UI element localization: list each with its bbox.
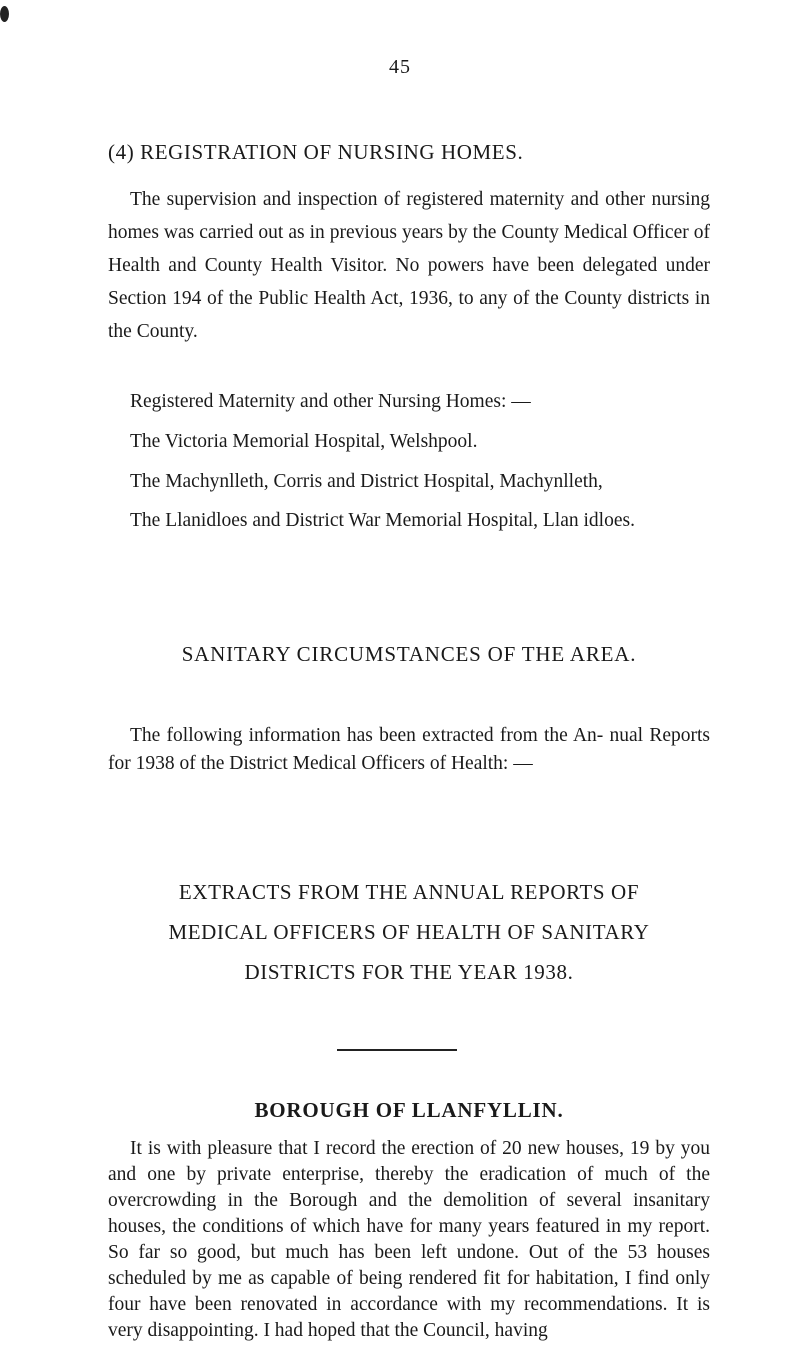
list-item: The Victoria Memorial Hospital, Welshpool. bbox=[130, 431, 478, 452]
extracts-heading: EXTRACTS FROM THE ANNUAL REPORTS OF MEDICAL OFFICERS OF HEALTH OF SANITARY DISTRICTS FOR THE YEAR 1938. bbox=[168, 880, 650, 984]
borough-paragraph: It is with pleasure that I record the erection of 20 new houses, 19 by you and one by private enterprise, thereby the eradication of much of the overcrowding in the Borough and the demolition of several insanitary houses, the conditions of which have for many years featured in my report. So far so good, but much has been left undone. Out of the 53 houses scheduled by me as capable of being rendered fit for habitation, I find only four have been renovated in accordance with my recommendations. It is very disappointing. I had hoped that the Council, having bbox=[108, 1138, 710, 1341]
sanitary-paragraph: The following information has been extracted from the An- nual Reports for 1938 of the District Medical Officers of Health: — bbox=[108, 725, 710, 774]
page-number: 45 bbox=[389, 56, 411, 78]
registration-heading: (4) REGISTRATION OF NURSING HOMES. bbox=[108, 140, 524, 164]
borough-heading: BOROUGH OF LLANFYLLIN. bbox=[254, 1098, 564, 1122]
ink-spot bbox=[0, 6, 9, 22]
divider bbox=[337, 1049, 457, 1051]
registration-paragraph: The supervision and inspection of registered maternity and other nursing homes was carried out as in previous years by the County Medical Officer of Health and County Health Visitor. No powers have been delegated under Section 194 of the Public Health Act, 1936, to any of the County districts in the County. bbox=[108, 189, 710, 342]
nursing-homes-list bbox=[108, 425, 710, 536]
list-item: The Llanidloes and District War Memorial Hospital, Llan idloes. bbox=[130, 510, 635, 531]
list-item: The Machynlleth, Corris and District Hospital, Machynlleth, bbox=[130, 471, 603, 492]
sanitary-heading: SANITARY CIRCUMSTANCES OF THE AREA. bbox=[181, 642, 637, 666]
nursing-homes-list-heading: Registered Maternity and other Nursing Homes: — bbox=[130, 391, 531, 412]
